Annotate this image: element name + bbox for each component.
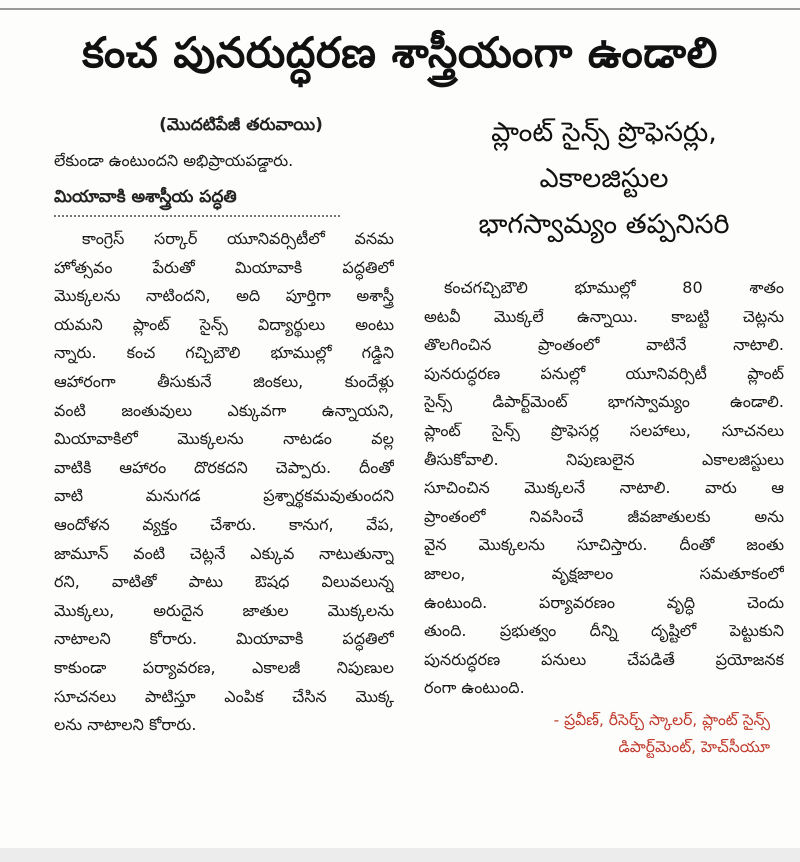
credit-line: డిపార్ట్‌మెంట్, హెచ్‌సీయూ [618,737,770,756]
first-paragraph: లేకుండా ఉంటుందని అభిప్రాయపడ్డారు. [54,151,294,170]
text-line: ఆందోళన వ్యక్తం చేశారు. కానుగ, వేప, [54,514,394,534]
text-line: వాటి మనుగడ ప్రశ్నార్థకమవుతుందని [54,486,394,506]
text-line: కంచగచ్చిబౌలి భూముల్లో 80 శాతం [444,278,784,297]
sub-headline-line: ఎకాలజిస్టుల [539,163,669,194]
text-line: సైన్స్ డిపార్ట్‌మెంట్ భాగస్వామ్యం ఉండాలి. [424,392,784,412]
text-line: హోత్సవం పేరుతో మియావాకి పద్ధతిలో [54,257,394,277]
text-line: తుంది. ప్రభుత్వం దీన్ని దృష్టిలో పెట్టుకుని [424,621,784,641]
text-line: ఉంటుంది. పర్యావరణం వృద్ధి చెందు [424,592,784,612]
text-line: అటవీ మొక్కలే ఉన్నాయి. కాబట్టి చెట్లను [424,306,784,326]
text-line: తీసుకోవాలి. నిపుణులైన ఎకాలజిస్టులు [424,449,784,469]
text-line: జాలం, వృక్షజాలం సమతూకంలో [424,563,784,583]
text-line: ప్రాంతంలో నివసించే జీవజాతులకు అను [424,506,784,526]
text-line: నాటాలని కోరారు. మియావాకి పద్ధతిలో [54,629,394,649]
sub-headline-line: భాగస్వామ్యం తప్పనిసరి [478,209,730,240]
text-line: మొక్కలను నాటిందని, అది పూర్తిగా అశాస్త్రీ [54,286,394,306]
text-line: పునరుద్ధరణ పనులు చేపడితే ప్రయోజనక [424,649,784,669]
author-credit [424,707,784,761]
text-line: రని, వాటితో పాటు ఔషధ విలువలున్న [54,572,394,592]
right-column [424,110,784,761]
text-line: వంటి జంతువులు ఎక్కువగా ఉన్నాయని, [54,400,394,420]
top-rule [0,8,800,10]
text-line: వైన మొక్కలను సూచిస్తారు. దీంతో జంతు [424,535,784,555]
headline: కంచ పునరుద్ధరణ శాస్త్రీయంగా ఉండాలి [82,28,718,77]
left-body-text [54,225,394,740]
subhead: మియావాకి అశాస్త్రీయ పద్ధతి [54,183,340,217]
sub-headline-line: ప్లాంట్ సైన్స్ ప్రొఫెసర్లు, [491,117,717,148]
credit-line: - ప్రవీణ్, రీసెర్చ్ స్కాలర్, ప్లాంట్ సైన్స్ [553,710,770,729]
text-line: రంగా ఉంటుంది. [424,678,525,698]
text-line: సూచనలు పాటిస్తూ ఎంపిక చేసిన మొక్క [54,686,394,706]
text-line: ఆహారంగా తీసుకునే జింకలు, కుందేళ్లు [54,371,394,391]
text-line: ప్లాంట్ సైన్స్ ప్రొఫెసర్ల సలహాలు, సూచనలు [424,420,784,440]
text-line: న్నారు. కంచ గచ్చిబౌలి భూముల్లో గడ్డిని [54,343,394,363]
text-line: లను నాటాలని కోరారు. [54,715,197,735]
sub-headline [424,110,784,248]
text-line: పునరుద్ధరణ పనుల్లో యూనివర్సిటీ ప్లాంట్ [424,363,784,383]
text-line: మియావాకిలో మొక్కలను నాటడం వల్ల [54,429,394,449]
text-line: తొలగించిన ప్రాంతంలో వాటినే నాటాలి. [424,335,784,355]
left-column [54,110,394,740]
right-body-text [424,274,784,703]
text-line: వాటికి ఆహారం దొరకదని చెప్పారు. దీంతో [54,457,394,477]
text-line: కాంగ్రెస్ సర్కార్ యూనివర్సిటీలో వనమ [82,229,394,248]
continued-label: (మొదటిపేజీ తరువాయి) [159,115,323,135]
text-line: యమని ప్లాంట్ సైన్స్ విద్యార్థులు అంటు [54,314,394,334]
text-line: సూచించిన మొక్కలనే నాటాలి. వారు ఆ [424,478,784,498]
text-line: జామూన్ వంటి చెట్లనే ఎక్కువ నాటుతున్నా [54,543,394,563]
bottom-strip [0,848,800,862]
text-line: కాకుండా పర్యావరణ, ఎకాలజీ నిపుణుల [54,657,394,677]
text-line: మొక్కలు, అరుదైన జాతుల మొక్కలను [54,600,394,620]
